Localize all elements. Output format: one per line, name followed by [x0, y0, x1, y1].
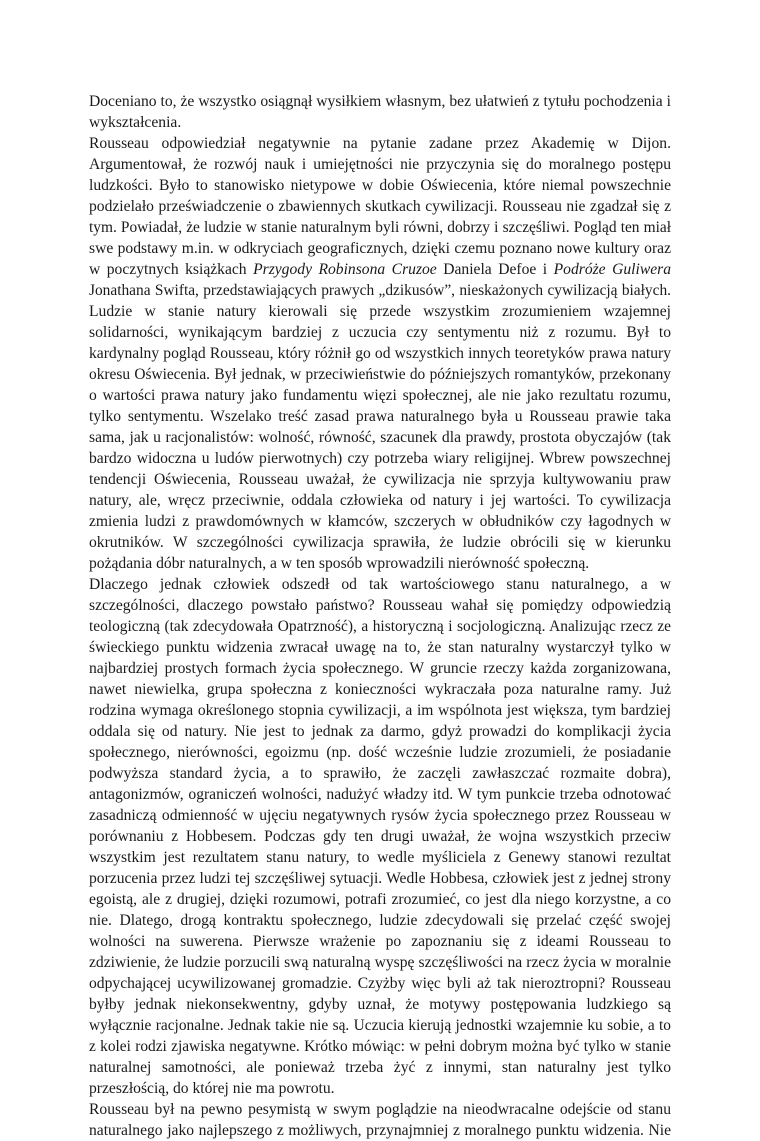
text-line: okresu Oświecenia. Był jednak, w przeciwieństwie do późniejszych romantyków, przekonany — [89, 366, 671, 383]
text-line — [89, 259, 671, 280]
text-line: porównaniu z Hobbesem. Podczas gdy ten drugi uważał, że wojna wszystkich przeciw — [89, 828, 671, 845]
text-line: Argumentował, że rozwój nauk i umiejętności nie przyczynia się do moralnego postępu — [89, 156, 671, 173]
paragraph — [89, 574, 671, 1099]
italic-title: Podróże Guliwera — [553, 261, 671, 278]
text-line: podwyższa standard życia, a to sprawiło, że zaczęli zawłaszczać rozmaite dobra), — [89, 765, 671, 782]
text-line: ludzkości. Było to stanowisko nietypowe w dobie Oświecenia, które niemal powszechnie — [89, 177, 671, 194]
text-segment: Daniela Defoe i — [436, 261, 554, 278]
text-line: solidarności, wynikającym bardziej z uczucia czy sentymentu niż z rozumu. Był to — [89, 324, 671, 341]
text-line: okrutników. W szczególności cywilizacja sprawiła, że ludzie obrócili się w kierunku — [89, 534, 671, 551]
text-line: kardynalny pogląd Rousseau, który różnił go od wszystkich innych teoretyków prawa natury — [89, 345, 671, 362]
text-line: Ludzie w stanie natury kierowali się przede wszystkim zrozumieniem wzajemnej — [89, 303, 671, 320]
text-line: zasadniczą odmienność w ujęciu negatywnych rysów życia społecznego przez Rousseau w — [89, 807, 671, 824]
text-line: o wartości prawa natury jako fundamentu więzi społecznej, ale nie jako rezultatu rozumu, — [89, 387, 671, 404]
text-line: sama, jak u racjonalistów: wolność, równość, szacunek dla prawdy, prostota obyczajów (tak — [89, 429, 671, 446]
text-line: szczególności, dlaczego powstało państwo? Rousseau wahał się pomiędzy odpowiedzią — [89, 597, 671, 614]
text-line: świeckiego punktu widzenia zwracał uwagę na to, że stan naturalny wystarczył tylko w — [89, 639, 671, 656]
text-line: wolności na suwerena. Pierwsze wrażenie po zapoznaniu się z ideami Rousseau to — [89, 933, 671, 950]
text-line: tendencji Oświecenia, Rousseau uważał, że cywilizacja nie sprzyja kultywowaniu praw — [89, 471, 671, 488]
text-line: rodzina wymaga określonego stopnia cywilizacji, a im wspólnota jest większa, tym bardziej — [89, 702, 671, 719]
text-line: nawet niewielka, grupa społeczna z konieczności wykraczała poza naturalne ramy. Już — [89, 681, 671, 698]
paragraph — [89, 1099, 671, 1141]
text-line: tym. Powiadał, że ludzie w stanie naturalnym byli równi, dobrzy i szczęśliwi. Pogląd ten miał — [89, 219, 671, 236]
text-line: Rousseau odpowiedział negatywnie na pytanie zadane przez Akademię w Dijon. — [89, 135, 671, 152]
paragraph — [89, 91, 671, 133]
text-line: porzucenia przez ludzi tej szczęśliwej sytuacji. Wedle Hobbesa, człowiek jest z jednej strony — [89, 870, 671, 887]
text-line: zdziwienie, że ludzie porzucili swą naturalną wyspę szczęśliwości na rzecz życia w moralnie — [89, 954, 671, 971]
text-line: egoistą, ale z drugiej, dzięki rozumowi, potrafi zrozumieć, co jest dla niego korzystne, a co — [89, 891, 671, 908]
text-line: odpychającej ucywilizowanej gromadzie. Czyżby więc byli aż tak nieroztropni? Rousseau — [89, 975, 671, 992]
text-line: najbardziej prostych formach życia społecznego. W gruncie rzeczy każda zorganizowana, — [89, 660, 671, 677]
text-line: antagonizmów, ograniczeń wolności, nadużyć władzy itd. W tym punkcie trzeba odnotować — [89, 786, 671, 803]
text-line: naturalnego jako najlepszego z możliwych, przynajmniej z moralnego punktu widzenia. Nie — [89, 1122, 671, 1139]
text-line: Jonathana Swifta, przedstawiających prawych „dzikusów”, nieskażonych cywilizacją białych. — [89, 282, 671, 299]
text-line: byłby jednak niekonsekwentny, gdyby uznał, że motywy postępowania ludzkiego są — [89, 996, 671, 1013]
text-line: tylko sentymentu. Wszelako treść zasad prawa naturalnego była u Rousseau prawie taka — [89, 408, 671, 425]
text-line: bardzo widoczna u ludów pierwotnych) czy potrzeba wiary religijnej. Wbrew powszechnej — [89, 450, 671, 467]
paragraph — [89, 133, 671, 574]
text-line: wykształcenia. — [89, 114, 182, 131]
text-line: nie. Dlatego, drogą kontraktu społecznego, ludzie zdecydowali się przelać część swojej — [89, 912, 671, 929]
text-line: swe podstawy m.in. w odkryciach geograficznych, dzięki czemu poznano nowe kultury oraz — [89, 240, 671, 257]
text-line: wyłącznie racjonalne. Jednak takie nie są. Uczucia kierują jednostki wzajemnie ku sobie, a to — [89, 1017, 671, 1034]
text-line: zmienia ludzi z prawdomównych w kłamców, szczerych w obłudników czy łagodnych w — [89, 513, 671, 530]
text-line: natury, ale, wręcz przeciwnie, oddala człowieka od natury i jej wartości. To cywilizacja — [89, 492, 671, 509]
text-line: przeszłością, do której nie ma powrotu. — [89, 1080, 335, 1097]
italic-title: Przygody Robinsona Cruzoe — [253, 261, 437, 278]
text-line: Rousseau był na pewno pesymistą w swym poglądzie na nieodwracalne odejście od stanu — [89, 1101, 671, 1118]
text-line: wszystkim jest rezultatem stanu natury, to wedle myśliciela z Genewy stanowi rezultat — [89, 849, 671, 866]
text-line: pożądania dóbr naturalnych, a w ten sposób wprowadzili nierówność społeczną. — [89, 555, 590, 572]
document-body — [89, 91, 671, 1141]
text-line: z kolei rodzi zjawiska negatywne. Krótko mówiąc: w pełni dobrym można być tylko w stanie — [89, 1038, 671, 1055]
text-segment: w poczytnych książkach — [89, 261, 254, 278]
text-line: podzielało przeświadczenie o zbawiennych skutkach cywilizacji. Rousseau nie zgadzał się z — [89, 198, 671, 215]
text-line: teologiczną (tak zdecydowała Opatrzność), a historyczną i socjologiczną. Analizując rzecz ze — [89, 618, 671, 635]
text-line: naturalnej samotności, ale ponieważ trzeba żyć z innymi, stan naturalny jest tylko — [89, 1059, 671, 1076]
text-line: oddala się od natury. Nie jest to jednak za darmo, gdyż prowadzi do komplikacji życia — [89, 723, 671, 740]
text-line: Dlaczego jednak człowiek odszedł od tak wartościowego stanu naturalnego, a w — [89, 576, 671, 593]
text-line: społecznego, nierówności, egoizmu (np. dość wcześnie ludzie zrozumieli, że posiadanie — [89, 744, 671, 761]
text-line: Doceniano to, że wszystko osiągnął wysiłkiem własnym, bez ułatwień z tytułu pochodzenia i — [89, 93, 671, 110]
